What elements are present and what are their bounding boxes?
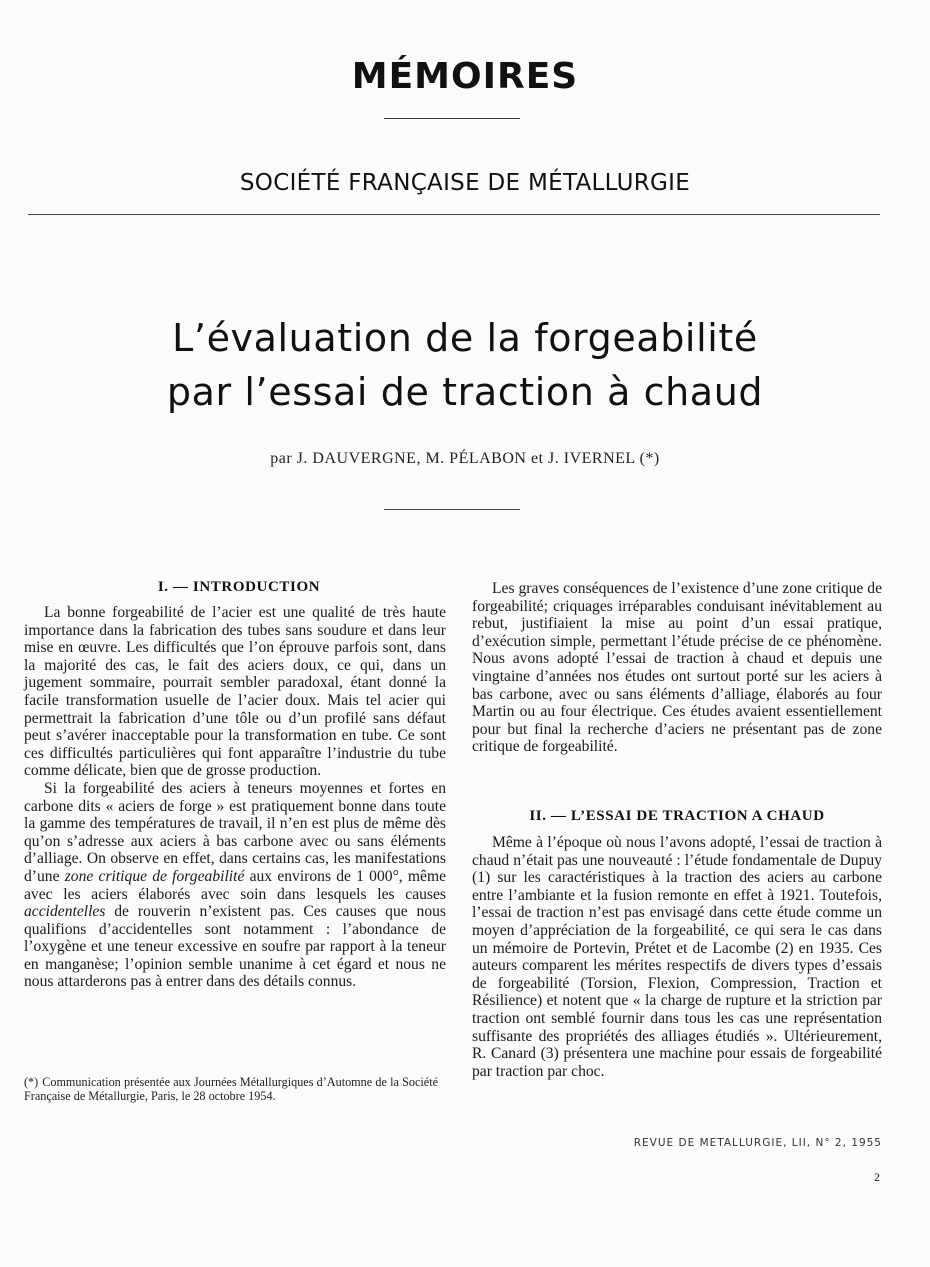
- paragraph: [24, 780, 446, 991]
- text-run: Si la forgeabilité des aciers à teneurs moyennes et fortes en carbone dits « aciers de forge » est pratiquement bonne dans toute la gamme des températures de travail, il n’en est plus de même dès qu’on s’adresse aux aciers à bas carbone avec ou sans éléments d’alliage. On observe en effet, dans certains cas, les manifestations d’une: [24, 779, 446, 885]
- header-rule: [28, 214, 880, 215]
- paragraph: Les graves conséquences de l’existence d’une zone critique de forgeabilité; criquages irréparables conduisant inévitablement au rebut, justifiaient la mise au point d’un essai pratique, d’exécution simple, permettant l’étude précise de ce phénomène. Nous avons adopté l’essai de traction à chaud et depuis une vingtaine d’années nos études ont surtout porté sur les aciers à bas carbone, avec ou sans éléments d’alliage, élaborés au four Martin ou au four électrique. Ces études avaient essentiellement pour but final la recherche d’aciers ne présentant pas de zone critique de forgeabilité.: [472, 580, 882, 756]
- paragraph: La bonne forgeabilité de l’acier est une qualité de très haute importance dans la fabrication des tubes sans soudure et dans leur mise en œuvre. Les difficultés que l’on éprouve parfois sont, dans la majorité des cas, le fait des aciers doux, ce qui, dans un jugement sommaire, pourrait sembler paradoxal, étant donné la facile transformation usuelle de l’acier doux. Mais tel acier qui permettrait la fabrication d’une tôle ou d’un profilé sans défaut peut s’avérer inacceptable pour la transformation en tube. Ce sont ces difficultés particulières qui font apparaître l’industrie du tube comme délicate, bien que de grosse production.: [24, 604, 446, 780]
- text-run: aux environs de 1 000°, même avec les aciers élaborés avec soin dans lesquels les causes: [24, 867, 447, 903]
- emphasis: zone critique de forgeabilité: [64, 867, 245, 885]
- right-column-top: [472, 580, 882, 756]
- footnote-mark: (*): [24, 1075, 39, 1089]
- title-line-1: L’évaluation de la forgeabilité: [172, 316, 758, 360]
- left-column: [24, 604, 446, 991]
- page-number: 2: [874, 1170, 880, 1184]
- paragraph: Même à l’époque où nous l’avons adopté, l’essai de traction à chaud n’était pas une nouveauté : l’étude fondamentale de Dupuy (1) sur les caractéristiques à la traction des aciers au carbone entre l’ambiante et la fusion remonte en effet à 1921. Toutefois, l’essai de traction n’est pas envisagé dans cette étude comme un moyen d’appréciation de la forgeabilité, ce qui sera le cas dans un mémoire de Portevin, Prétet et de Lacombe (2) en 1935. Ces auteurs comparent les mérites respectifs de divers types d’essais de forgeabilité (Torsion, Flexion, Compression, Traction et Résilience) et notent que « la charge de rupture et la striction par traction ont semblé fournir dans tous les cas une représentation suffisante des propriétés des alliages étudiés ». Ultérieurement, R. Canard (3) présentera une machine pour essais de forgeabilité par traction par choc.: [472, 834, 882, 1080]
- masthead: MÉMOIRES: [351, 56, 579, 97]
- header-divider: [384, 118, 520, 119]
- emphasis: accidentelles: [24, 903, 106, 921]
- byline: par J. DAUVERGNE, M. PÉLABON et J. IVERNEL (*): [270, 450, 660, 467]
- footnote-text: Communication présentée aux Journées Métallurgiques d’Automne de la Société Française de Métallurgie, Paris, le 28 octobre 1954.: [24, 1075, 438, 1103]
- title-divider: [384, 509, 520, 510]
- text-run: de rouverin n’existent pas. Ces causes que nous qualifions d’accidentelles sont notamment : l’abondance de l’oxygène et une teneur excessive en soufre par rapport à la teneur en manganèse; l’opinion semble unanime à cet égard et nous ne nous attarderons pas à entrer dans des détails connus.: [24, 903, 446, 991]
- article-title: [0, 311, 930, 419]
- right-column-bottom: [472, 834, 882, 1080]
- journal-reference: REVUE DE METALLURGIE, LII, N° 2, 1955: [633, 1137, 882, 1149]
- section-heading-essai: II. — L’ESSAI DE TRACTION A CHAUD: [529, 808, 825, 824]
- footnote: [24, 1076, 438, 1104]
- section-heading-introduction: I. — INTRODUCTION: [157, 579, 321, 595]
- society-name: SOCIÉTÉ FRANÇAISE DE MÉTALLURGIE: [239, 170, 691, 196]
- title-line-2: par l’essai de traction à chaud: [166, 370, 764, 414]
